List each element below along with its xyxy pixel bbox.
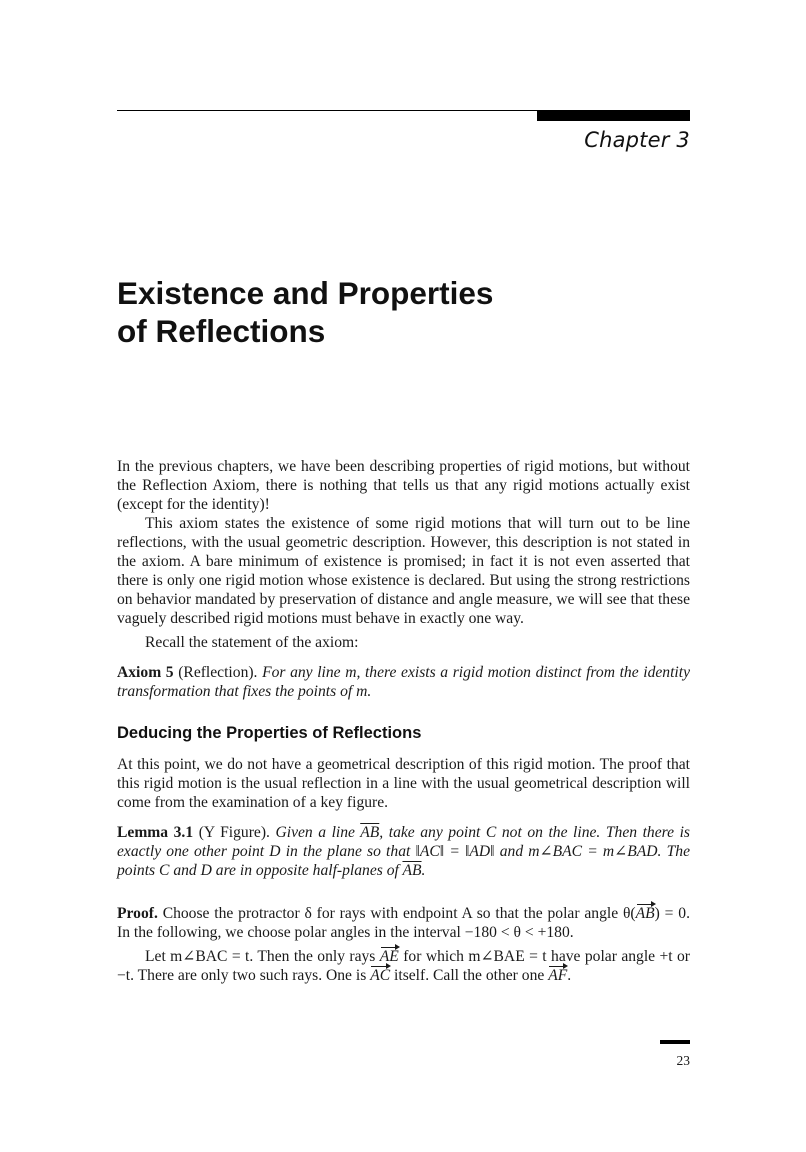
intro-paragraph-1: In the previous chapters, we have been describing properties of rigid motions, but without the Reflection Axiom, there is nothing that tells us that any rigid motions actually exist (except for the identity)!	[117, 458, 690, 513]
intro-paragraph-2: This axiom states the existence of some rigid motions that will turn out to be line reflections, with the usual geometric description. However, this description is not stated in the axiom. A bare minimum of existence is promised; in fact it is not even asserted that there is only one rigid motion whose existence is declared. But using the strong restrictions on behavior mandated by preservation of distance and angle measure, we will see that these vaguely described rigid motions must behave in exactly one way.	[117, 515, 690, 627]
lemma-statement	[117, 823, 690, 880]
page-number-rule	[660, 1040, 690, 1044]
chapter-title-line-2: of Reflections	[117, 313, 326, 349]
proof-text-1b: ) = 0. In the following, we choose polar angles in the interval −180 < θ < +180.	[117, 905, 690, 941]
proof-text-2a: Let m∠BAC = t. Then the only rays	[145, 948, 380, 965]
proof-label: Proof.	[117, 905, 158, 922]
lemma-text-part-1: Given a line	[275, 824, 361, 841]
proof-text-2b: for which m∠BAE = t have polar angle +t or −t. There are only two such rays. One is	[117, 948, 690, 984]
proof-paragraph-2	[117, 947, 690, 985]
segment-ab: $\overline{AB}$	[360, 824, 380, 841]
proof-text-1a: Choose the protractor δ for rays with endpoint A so that the polar angle θ(	[162, 905, 636, 922]
ray-ae: AE	[379, 948, 399, 965]
axiom-label: Axiom 5	[117, 664, 174, 681]
axiom-name: (Reflection).	[178, 664, 258, 681]
body-text	[117, 457, 690, 985]
lemma-text-part-3: .	[421, 862, 426, 879]
book-page	[117, 0, 690, 1152]
proof-text-2d: .	[567, 967, 572, 984]
chapter-title	[117, 274, 493, 350]
chapter-title-line-1: Existence and Properties	[117, 275, 494, 311]
proof-paragraph-1	[117, 904, 690, 942]
ray-ab: AB	[635, 905, 655, 922]
ray-ac: AC	[370, 967, 391, 984]
intro-paragraph-3: Recall the statement of the axiom:	[145, 634, 359, 651]
lemma-label: Lemma 3.1	[117, 824, 194, 841]
section-paragraph-1: At this point, we do not have a geometrical description of this rigid motion. The proof that this rigid motion is the usual reflection in a line with the usual geometrical description will come from the examination of a key figure.	[117, 756, 690, 811]
lemma-text-part-2: , take any point C not on the line. Then there is exactly one other point D in the plane so that ‖AC‖ = ‖AD‖ and m∠BAC = m∠BAD. The points C and D are in opposite half-planes of	[117, 824, 690, 879]
axiom-text: For any line m, there exists a rigid motion distinct from the identity transformation that fixes the points of m.	[117, 664, 691, 700]
page-number: 23	[676, 1053, 690, 1068]
ray-af: AF	[548, 967, 568, 984]
segment-ab-2: $\overline{AB}$	[402, 862, 422, 879]
section-heading: Deducing the Properties of Reflections	[117, 724, 422, 742]
header-rule-thick	[537, 110, 690, 121]
axiom-statement	[117, 663, 690, 701]
proof-text-2c: itself. Call the other one	[390, 967, 549, 984]
chapter-label: Chapter 3	[584, 128, 690, 152]
lemma-name: (Y Figure).	[198, 824, 270, 841]
